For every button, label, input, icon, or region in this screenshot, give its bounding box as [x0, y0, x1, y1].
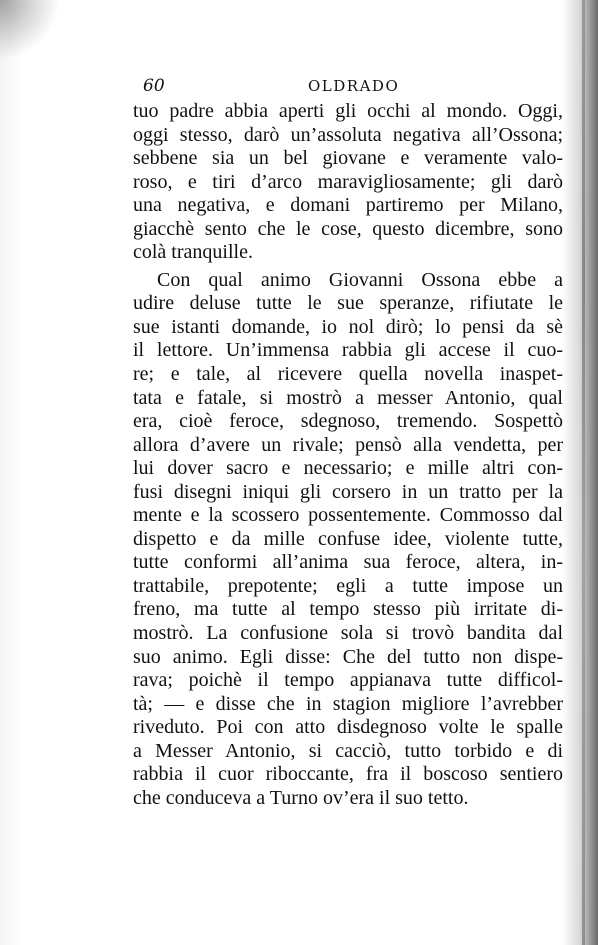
page-corner-shadow [0, 0, 60, 60]
text-line: mostrò. La confusione sola si trovò bandita dal [133, 622, 563, 645]
running-title: OLDRADO [308, 77, 400, 95]
text-line: a Messer Antonio, si cacciò, tutto torbido e di [133, 739, 563, 762]
text-line: roso, e tiri d’arco maravigliosamente; gli darò [133, 170, 563, 193]
text-line: rabbia il cuor riboccante, fra il boscoso sentiero [133, 763, 563, 786]
text-line: freno, ma tutte al tempo stesso più irritate di- [133, 598, 563, 621]
text-line: sue istanti domande, io nol dirò; lo pensi da sè [133, 315, 563, 338]
text-line: che conduceva a Turno ov’era il suo tetto. [133, 786, 469, 809]
text-line: mente e la scossero possentemente. Commosso dal [133, 504, 563, 527]
page-number: 60 [143, 76, 165, 96]
text-line: lui dover sacro e necessario; e mille altri con- [133, 457, 563, 480]
text-line: tata e fatale, si mostrò a messer Antonio, qual [133, 386, 563, 409]
text-line: tà; — e disse che in stagion migliore l’avrebber [133, 692, 563, 715]
text-line: rava; poichè il tempo appianava tutte difficol- [133, 669, 563, 692]
text-line: suo animo. Egli disse: Che del tutto non dispe- [133, 645, 563, 668]
paragraph [133, 269, 563, 811]
running-header [143, 76, 443, 98]
text-line: colà tranquille. [133, 241, 253, 264]
page-edge-shadow [582, 0, 585, 945]
text-line: riveduto. Poi con atto disdegnoso volte le spalle [133, 716, 563, 739]
text-line: Con qual animo Giovanni Ossona ebbe a [157, 268, 563, 291]
text-line: allora d’avere un rivale; pensò alla vendetta, per [133, 433, 563, 456]
text-line: udire deluse tutte le sue speranze, rifiutate le [133, 292, 563, 315]
text-line: fusi disegni iniqui gli corsero in un tratto per la [133, 480, 563, 503]
text-line: tutte conformi all’anima sua feroce, altera, in- [133, 551, 563, 574]
text-line: tuo padre abbia aperti gli occhi al mondo. Oggi, [133, 100, 563, 122]
body-text [133, 100, 563, 810]
text-line: dispetto e da mille confuse idee, violente tutte, [133, 527, 563, 550]
text-line: giacchè sento che le cose, questo dicembre, sono [133, 217, 563, 240]
text-line: trattabile, prepotente; egli a tutte impose un [133, 574, 563, 597]
text-line: una negativa, e domani partiremo per Milano, [133, 194, 563, 217]
text-line: re; e tale, al ricevere quella novella inaspet- [133, 363, 563, 386]
paragraph [133, 100, 563, 265]
text-line: oggi stesso, darò un’assoluta negativa all’Ossona; [133, 123, 563, 146]
text-line: era, cioè feroce, sdegnoso, tremendo. Sospettò [133, 410, 563, 433]
text-line: il lettore. Un’immensa rabbia gli accese il cuo- [133, 339, 563, 362]
text-line: sebbene sia un bel giovane e veramente valo- [133, 147, 563, 170]
